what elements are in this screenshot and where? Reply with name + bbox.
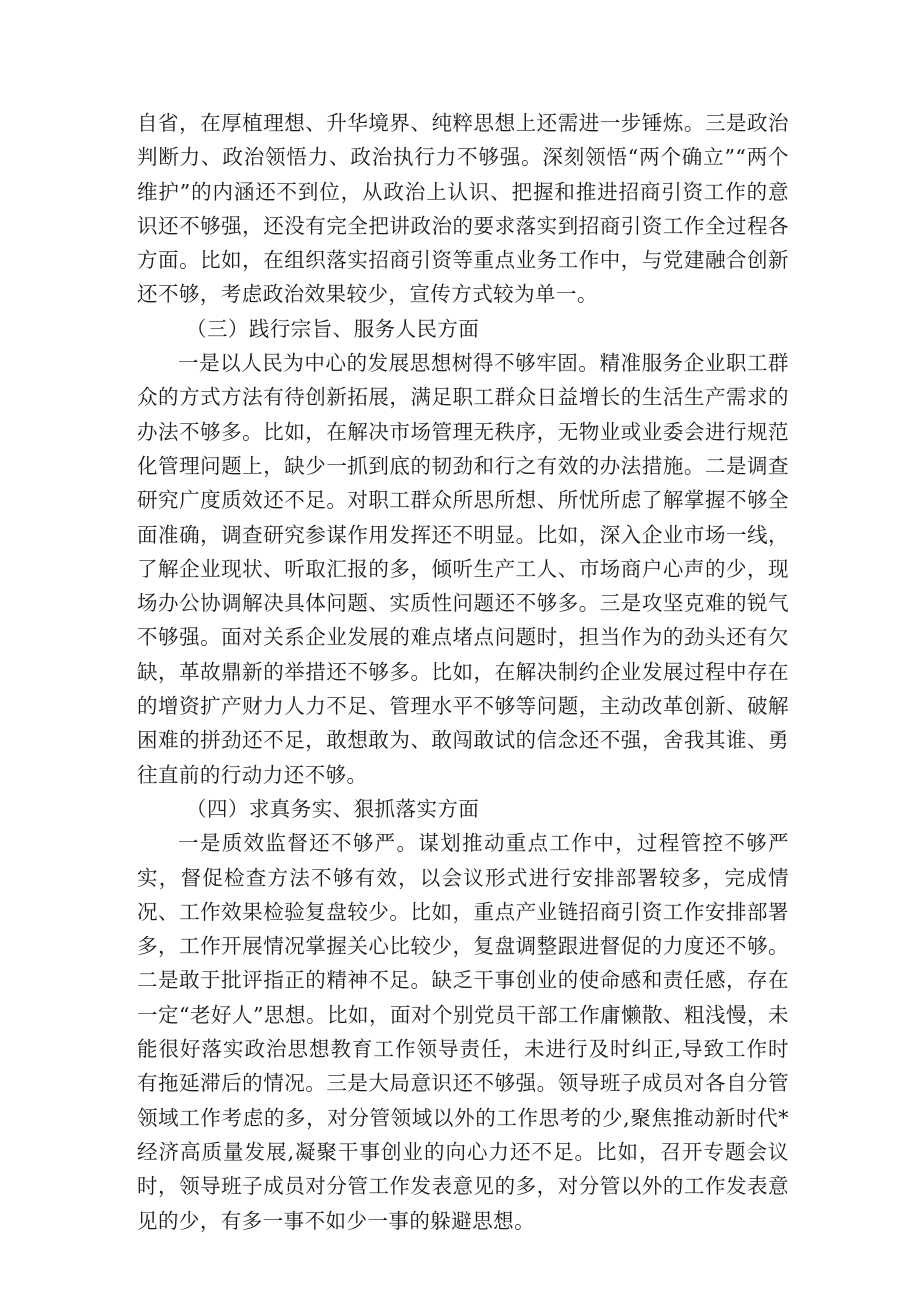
section-heading-4: （四）求真务实、狠抓落实方面: [186, 796, 480, 821]
paragraph-body: 一是质效监督还不够严。谋划推动重点工作中，过程管控不够严实，督促检查方法不够有效，以会议形式进行安排部署较多，完成情况、工作效果检验复盘较少。比如，重点产业链招商引资工作安排部署多，工作开展情况掌握关心比较少，复盘调整跟进督促的力度还不够。二是敢于批评指正的精神不足。缺乏干事创业的使命感和责任感，存在一定“老好人”思想。比如，面对个别党员干部工作庸懒散、粗浅慢，未能很好落实政治思想教育工作领导责任，未进行及时纠正,导致工作时有拖延滞后的情况。三是大局意识还不够强。领导班子成员对各自分管领域工作考虑的多，对分管领域以外的工作思考的少,聚焦推动新时代*经济高质量发展,凝聚干事创业的向心力还不足。比如，召开专题会议时，领导班子成员对分管工作发表意见的多，对分管以外的工作发表意见的少，有多一事不如少一事的躲避思想。: [137, 831, 789, 1233]
document-body: [137, 106, 789, 1238]
paragraph-body: 一是以人民为中心的发展思想树得不够牢固。精准服务企业职工群众的方式方法有待创新拓展，满足职工群众日益增长的生活生产需求的办法不够多。比如，在解决市场管理无秩序，无物业或业委会进行规范化管理问题上，缺少一抓到底的韧劲和行之有效的办法措施。二是调查研究广度质效还不足。对职工群众所思所想、所忧所虑了解掌握不够全面准确，调查研究参谋作用发挥还不明显。比如，深入企业市场一线，了解企业现状、听取汇报的多，倾听生产工人、市场商户心声的少，现场办公协调解决具体问题、实质性问题还不够多。三是攻坚克难的锐气不够强。面对关系企业发展的难点堵点问题时，担当作为的劲头还有欠缺，革故鼎新的举措还不够多。比如，在解决制约企业发展过程中存在的增资扩产财力人力不足、管理水平不够等问题，主动改革创新、破解困难的拼劲还不足，敢想敢为、敢闯敢试的信念还不强，舍我其谁、勇往直前的行动力还不够。: [137, 351, 789, 787]
section-heading-3: （三）践行宗旨、服务人民方面: [186, 316, 480, 341]
paragraph-continuation: 自省，在厚植理想、升华境界、纯粹思想上还需进一步锤炼。三是政治判断力、政治领悟力、政治执行力不够强。深刻领悟“两个确立”“两个维护”的内涵还不到位，从政治上认识、把握和推进招商引资工作的意识还不够强，还没有完全把讲政治的要求落实到招商引资工作全过程各方面。比如，在组织落实招商引资等重点业务工作中，与党建融合创新还不够，考虑政治效果较少，宣传方式较为单一。: [137, 111, 789, 307]
